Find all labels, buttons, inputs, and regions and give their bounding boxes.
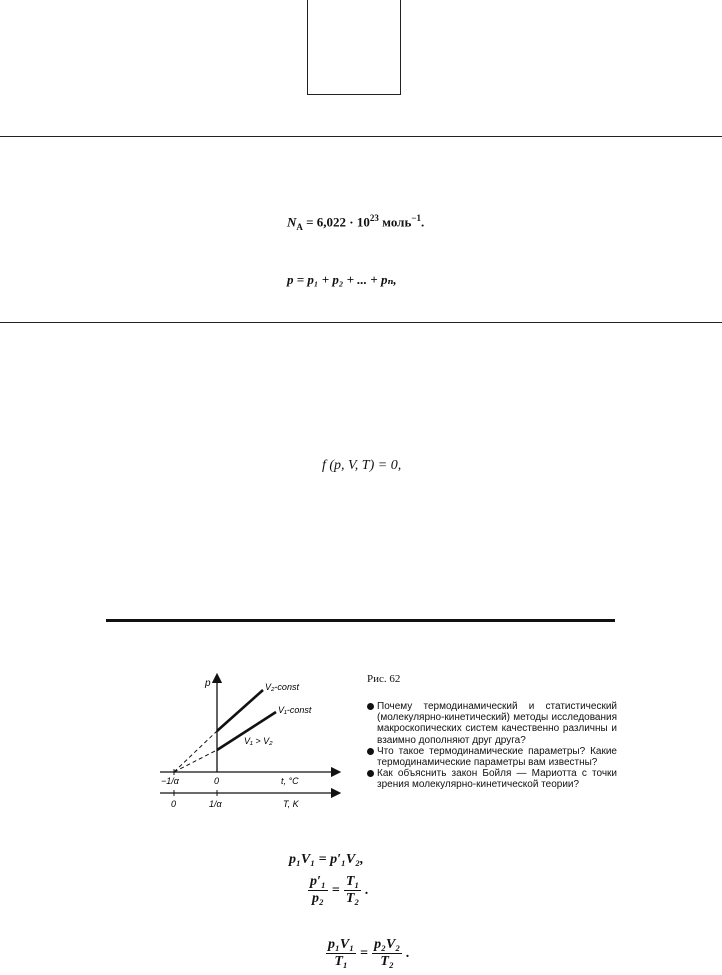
isochore-v2-label: V₂-const [265,682,299,692]
isochore-v1-label: V₁-const [278,705,312,715]
T-tick-inv-label: 1/α [209,799,222,809]
T-axis-label: T, K [283,799,299,809]
pressure-ratio-formula: $\frac{\text{p′₁}}{\text{p₂}}$ = $\frac{\text{T₁}}{\text{T₂}}$ . [310,874,369,906]
state-equation: f (p, V, T) = 0, [322,458,402,473]
figure-caption: Рис. 62 [367,673,401,685]
dalton-formula: p = p₁ + p₂ + ... + pₙ, [287,272,397,287]
separator-middle [0,322,722,323]
avogadro-formula: $N_A = 6,022 \cdot 10^{23}$ моль$^{-1}$. [287,213,425,232]
p-axis-label: p [205,678,211,689]
separator-top [0,136,722,137]
volume-relation-label: V₁ > V₂ [244,736,273,746]
question-item: Почему термодинамический и статистический (молекулярно-кинетический) методы исследования макроскопических систем качественно различны и взаимно дополняют друг друга? [367,701,617,746]
top-frame [307,0,401,95]
isochore-figure [150,672,355,822]
isochore-v1-extrapolation [174,750,217,772]
boyle-formula: p₁V₁ = p′₁V₂, [289,852,364,867]
t-tick-neg-label: −1/α [161,776,179,786]
section-rule [106,619,615,622]
review-questions [367,701,617,791]
t-axis-label: t, °C [281,776,299,786]
question-item: Что такое термодинамические параметры? Какие термодинамические параметры вам известны? [367,746,617,768]
t-tick-zero-label: 0 [214,776,220,786]
T-tick-zero-label: 0 [171,799,177,809]
isochore-v2-extrapolation [174,731,217,772]
question-item: Как объяснить закон Бойля — Мариотта с точки зрения молекулярно-кинетической теории? [367,768,617,790]
combined-gas-law-formula: $\frac{\text{p₁V₁}}{\text{T₁}}$ = $\frac{\text{p₂V₂}}{\text{T₂}}$ . [328,937,410,969]
